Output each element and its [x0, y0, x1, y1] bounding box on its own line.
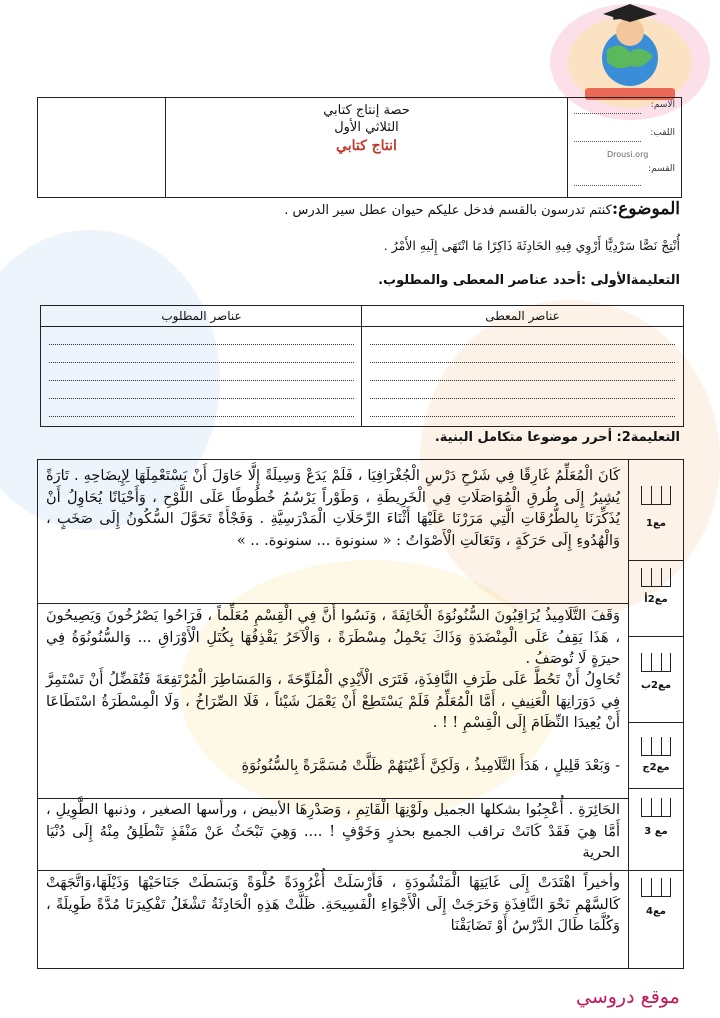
answer-line[interactable] [49, 381, 354, 399]
given-header: عناصر المعطى [362, 306, 683, 327]
composition-table [37, 459, 684, 969]
footer-site-name: موقع دروسي [576, 986, 680, 1008]
score-grid-icon [641, 653, 671, 672]
name-label: الاسم: [650, 100, 675, 110]
header-box [37, 97, 682, 198]
answer-line[interactable] [370, 327, 675, 345]
surname-label: اللقب: [650, 128, 675, 138]
required-header: عناصر المطلوب [41, 306, 362, 327]
paragraph-intro: كَانَ الْمُعَلِّمُ غَارِقًا فِي شَرْحِ دَرْسِ الْجُغْرَافِيَا ، فَلَمْ يَدَعْ وَسِيلَةً إِلَّا حَاوَلَ أَنْ يَسْتَعْمِلَهَا لِإِيضَاحِهِ . تَارَةً يُشِيرُ إِلَى طُرقِ الْمُوَاصَلَاتِ فِي الْخَرِيطَةِ ، وَطَوْراً يَرْسُمُ خُطُوطًا عَلَى اللَّوْحِ ، وَأَحْيَانًا يُحَاوِلُ أَنْ يُذَكِّرَنَا بِالطُّرُقَاتِ الَّتِي مَرَرْنَا عَلَيْهَا أَثْنَاءَ الرِّحَلَاتِ الْمَدْرَسِيَّةِ . وَفَجْأَةً تَحَوَّلَ السُّكُونُ إِلَى صَخَبٍ ، وَالْهُدُوءِ إِلَى حَرَكَةٍ ، وَتَعَالَتِ الْأَصْوَاتُ : « سنونوة ... سنونوة. .. » [46, 468, 620, 549]
paragraph-body-3: - وَبَعْدَ قَلِيلٍ ، هَدَأَ التَّلَامِيذُ ، وَلَكِنَّ أَعْيُنَهُمْ ظَلَّتْ مُسَمَّرَةً بِالسُّنُونُوَةِ [241, 758, 620, 774]
paragraph-description: الحَائِرَةِ . أُعْجِبُوا بشكلها الجميل ولَوْنِهَا الْقَاتِمِ ، وَصَدْرِهَا الأبيض ، ورأسها الصغير ، وذنبها الطَّوِيلِ ، أَمَّا هِيَ فَقَدْ كَانَتْ تراقب الجميع بحذرٍ وَخَوْفٍ ! .... وَهِيَ تَبْحَثُ عَنْ مَنْفَذٍ تَنْطَلِقُ مِنْهُ إِلَى دُنْيَا الحرية [46, 802, 620, 861]
topic-text: كنتم تدرسون بالقسم فدخل عليكم حيوان عطل سير الدرس . [284, 203, 612, 218]
score-grid-icon [641, 486, 671, 505]
paragraph-conclusion: وأخيراً اهْتَدَتْ إِلَى غَايَتِهَا الْمَنْشُودَةِ ، فَأَرْسَلَتْ أُغْرُودَةً حُلْوَةً وَبَسَطَتْ جَنَاحَيْهَا وَذَيْلَهَا،وَاتَّجَهَتْ كَالسَّهْمِ نَحْوَ النَّافِذَةِ وَخَرَجَتْ إِلَى الْأَجْوَاءِ الْفَسِيحَةِ. ظَلَّتْ هَذِهِ الْحَادِثَةُ تَشْغَلُ تَفْكِيرَنَا مُدَّةً طَوِيلَةً ، وَكُلَّمَا طَالَ الدَّرْسُ أَوْ تَضَايَقْنَا [46, 875, 620, 934]
criteria-column [628, 460, 683, 968]
criterion-label: مع2ب [640, 680, 672, 691]
topic-label: الموضوع: [611, 199, 680, 219]
answer-line[interactable] [49, 345, 354, 363]
session-title: حصة إنتاج كتابي [323, 103, 410, 118]
answer-line[interactable] [49, 363, 354, 381]
answer-line[interactable] [49, 327, 354, 345]
score-grid-icon [641, 568, 671, 587]
given-column [361, 306, 683, 426]
term-label: الثلاثي الأول [334, 120, 399, 135]
worksheet-title: انتاج كتابي [336, 138, 397, 154]
instruction-2: التعليمة2: أحرر موضوعا متكامل البنية. [434, 430, 680, 445]
answer-line[interactable] [370, 345, 675, 363]
section-field[interactable] [574, 184, 641, 186]
criterion-label: مع 3 [644, 826, 668, 837]
instruction-1: التعليمةالأولى :أحدد عناصر المعطى والمطلوب. [378, 273, 680, 288]
student-info-cell [567, 98, 681, 197]
criterion-label: مع2ج [642, 762, 670, 773]
score-grid-icon [641, 737, 671, 756]
score-grid-icon [641, 878, 671, 897]
score-grid-icon [641, 798, 671, 817]
criterion-label: مع2أ [644, 594, 668, 605]
header-left-cell [38, 98, 166, 197]
answer-line[interactable] [370, 381, 675, 399]
given-required-table [40, 305, 684, 427]
criterion-label: مع4 [646, 906, 666, 917]
section-label: القسم: [648, 164, 675, 174]
topic-line [40, 199, 680, 219]
logo-site-text: Drousi.org [607, 150, 649, 159]
answer-line[interactable] [370, 399, 675, 417]
required-column [41, 306, 362, 426]
paragraph-body-2: تُحَاوِلُ أَنْ تَحُطَّ عَلَى طَرَفِ النَّافِذَةِ، فَتَرَى الْأَيْدِي الْمُلَوِّحَةَ ، وَالمَسَاطِرَ الْمُرْتَفِعَةَ فَتُفَضِّلُ أَنْ تَسْتَمِرَّ فِي دَوَرَانِهَا الْعَنِيفِ ، أَمَّا الْمُعَلِّمُ فَلَمْ يَسْتَطِعْ أَنْ يَعْمَلَ شَيْئاً ، فَلَا الصِّرَاخُ ، وَلَا الْمِسْطَرَةُ اسْتَطَاعَا أَنْ يُعِيدَا النِّظَامَ إِلَى الْقِسْمِ ! ! . [46, 672, 620, 731]
paragraph-body-1: وَقَفَ التَّلَامِيذُ يُرَاقِبُونَ السُّنُونُوَةَ الْخَائِفَةَ ، وَنَسُوا أَنَّ فِي الْقِسْمِ مُعَلِّماً ، فَرَاحُوا يَصْرُخُونَ وَيَصِيحُونَ ، هَذَا يَقِفُ عَلَى الْمِنْضَدَةِ وَذَاكَ يَحْمِلُ مِسْطَرَةً ، وَالْآخَرُ يَقْذِفُهَا بِكُتَلِ الْأَوْرَاقِ ... وَالسُّنُونُوَةُ فِي حيرَةٍ لَا تُوصَفُ . [46, 608, 620, 667]
composition-text [38, 460, 628, 968]
answer-line[interactable] [370, 363, 675, 381]
name-field[interactable] [574, 112, 641, 114]
answer-line[interactable] [49, 399, 354, 417]
task-statement: أُنْتِجْ نَصًّا سَرْدِيًّا أَرْوِي فِيهِ الحَادِثَةَ ذَاكِرًا مَا انْتَهَى إِلَيهِ الأَمْرُ . [383, 238, 680, 253]
criterion-label: مع1 [646, 518, 666, 529]
header-center-cell [166, 98, 567, 197]
surname-field[interactable] [574, 140, 641, 142]
